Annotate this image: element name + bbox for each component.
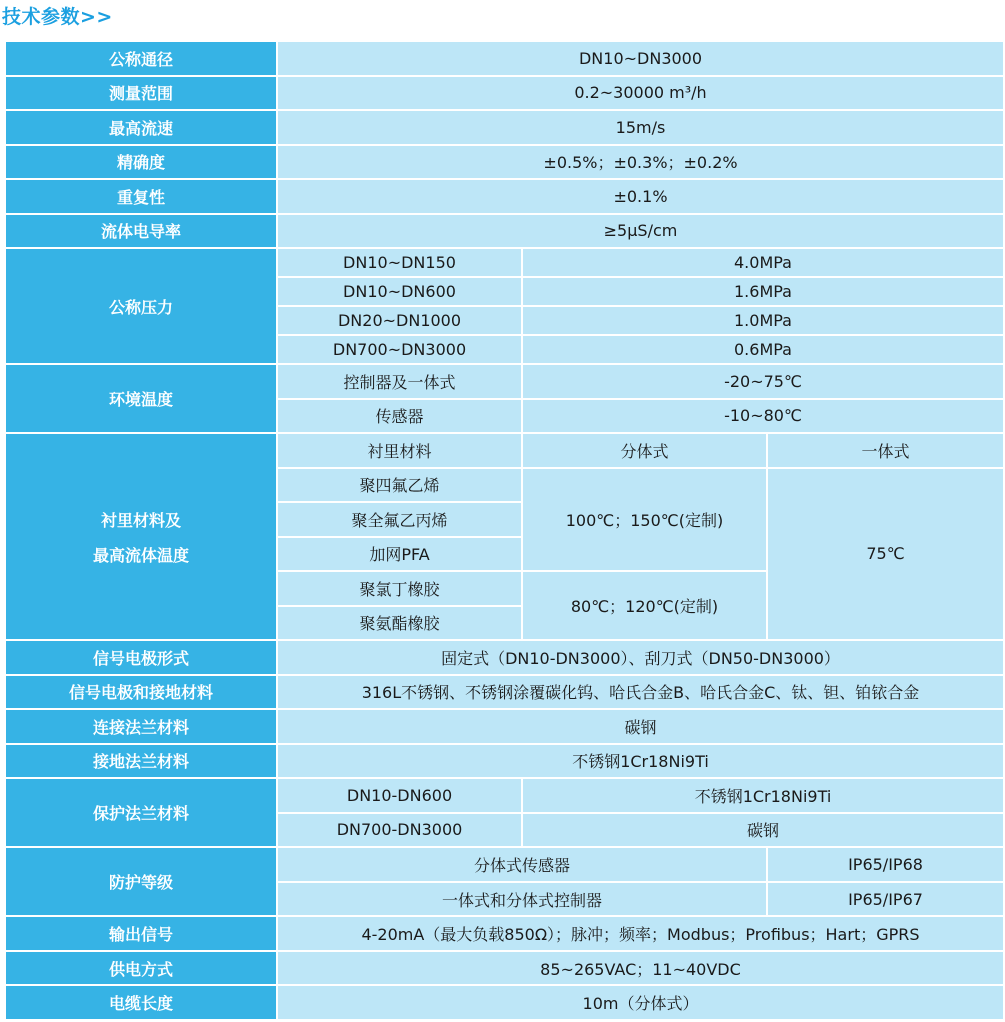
row-nominal-diameter: [5, 41, 1004, 76]
row-electrode-material: [5, 675, 1004, 710]
value-repeatability: ±0.1%: [277, 179, 1004, 214]
row-pressure: [5, 248, 1004, 277]
lining-header-integral: 一体式: [767, 433, 1004, 468]
lining-header-split: 分体式: [522, 433, 767, 468]
label-lining-line1: 衬里材料及: [100, 510, 181, 530]
lining-material: 聚全氟乙丙烯: [277, 502, 522, 537]
ambient-temp-value: -20~75℃: [522, 364, 1004, 399]
lining-material: 聚氨酯橡胶: [277, 606, 522, 641]
protect-flange-range: DN700-DN3000: [277, 813, 522, 848]
label-electrode-form: 信号电极形式: [5, 640, 277, 675]
protect-flange-value: 不锈钢1Cr18Ni9Ti: [522, 778, 1004, 813]
label-cable: 电缆长度: [5, 985, 277, 1020]
row-output: [5, 916, 1004, 951]
value-cable: 10m（分体式）: [277, 985, 1004, 1020]
value-accuracy: ±0.5%；±0.3%；±0.2%: [277, 145, 1004, 180]
row-connect-flange: [5, 709, 1004, 744]
ambient-temp-value: -10~80℃: [522, 399, 1004, 434]
row-measure-range: [5, 76, 1004, 111]
label-max-velocity: 最高流速: [5, 110, 277, 145]
value-nominal-diameter: DN10~DN3000: [277, 41, 1004, 76]
label-lining-line2: 最高流体温度: [92, 545, 189, 565]
label-power: 供电方式: [5, 951, 277, 986]
row-protect-flange: [5, 778, 1004, 813]
lining-material: 聚四氟乙烯: [277, 468, 522, 503]
lining-material: 加网PFA: [277, 537, 522, 572]
row-electrode-form: [5, 640, 1004, 675]
lining-material: 聚氯丁橡胶: [277, 571, 522, 606]
value-electrode-material: 316L不锈钢、不锈钢涂覆碳化钨、哈氏合金B、哈氏合金C、钛、钽、铂铱合金: [277, 675, 1004, 710]
label-ambient-temp: 环境温度: [5, 364, 277, 433]
spec-table: [4, 40, 1005, 1021]
label-output: 输出信号: [5, 916, 277, 951]
pressure-value: 0.6MPa: [522, 335, 1004, 364]
row-ambient-temp: [5, 364, 1004, 399]
pressure-value: 1.0MPa: [522, 306, 1004, 335]
protection-value: IP65/IP67: [767, 882, 1004, 917]
label-repeatability: 重复性: [5, 179, 277, 214]
ambient-temp-name: 传感器: [277, 399, 522, 434]
row-repeatability: [5, 179, 1004, 214]
row-ground-flange: [5, 744, 1004, 779]
protection-name: 一体式和分体式控制器: [277, 882, 767, 917]
value-electrode-form: 固定式（DN10-DN3000）、刮刀式（DN50-DN3000）: [277, 640, 1004, 675]
pressure-range: DN20~DN1000: [277, 306, 522, 335]
label-measure-range: 测量范围: [5, 76, 277, 111]
row-max-velocity: [5, 110, 1004, 145]
lining-header-material: 衬里材料: [277, 433, 522, 468]
value-measure-range: 0.2~30000 m³/h: [277, 76, 1004, 111]
value-max-velocity: 15m/s: [277, 110, 1004, 145]
label-protect-flange: 保护法兰材料: [5, 778, 277, 847]
pressure-value: 1.6MPa: [522, 277, 1004, 306]
label-lining: [5, 433, 277, 640]
lining-integral-temp: 75℃: [767, 468, 1004, 641]
row-cable: [5, 985, 1004, 1020]
protection-name: 分体式传感器: [277, 847, 767, 882]
lining-split-temp: 80℃；120℃(定制): [522, 571, 767, 640]
protection-value: IP65/IP68: [767, 847, 1004, 882]
row-power: [5, 951, 1004, 986]
section-heading: 技术参数>>: [2, 6, 113, 28]
pressure-range: DN10~DN150: [277, 248, 522, 277]
value-ground-flange: 不锈钢1Cr18Ni9Ti: [277, 744, 1004, 779]
label-ground-flange: 接地法兰材料: [5, 744, 277, 779]
label-conductivity: 流体电导率: [5, 214, 277, 249]
row-conductivity: [5, 214, 1004, 249]
row-accuracy: [5, 145, 1004, 180]
pressure-value: 4.0MPa: [522, 248, 1004, 277]
label-pressure: 公称压力: [5, 248, 277, 364]
label-connect-flange: 连接法兰材料: [5, 709, 277, 744]
ambient-temp-name: 控制器及一体式: [277, 364, 522, 399]
value-power: 85~265VAC；11~40VDC: [277, 951, 1004, 986]
row-protection: [5, 847, 1004, 882]
pressure-range: DN10~DN600: [277, 277, 522, 306]
value-conductivity: ≥5μS/cm: [277, 214, 1004, 249]
lining-split-temp: 100℃；150℃(定制): [522, 468, 767, 572]
label-accuracy: 精确度: [5, 145, 277, 180]
protect-flange-value: 碳钢: [522, 813, 1004, 848]
value-output: 4-20mA（最大负载850Ω）；脉冲；频率；Modbus；Profibus；Hart；GPRS: [277, 916, 1004, 951]
label-protection: 防护等级: [5, 847, 277, 916]
label-electrode-material: 信号电极和接地材料: [5, 675, 277, 710]
value-connect-flange: 碳钢: [277, 709, 1004, 744]
label-nominal-diameter: 公称通径: [5, 41, 277, 76]
row-lining-header: [5, 433, 1004, 468]
protect-flange-range: DN10-DN600: [277, 778, 522, 813]
pressure-range: DN700~DN3000: [277, 335, 522, 364]
